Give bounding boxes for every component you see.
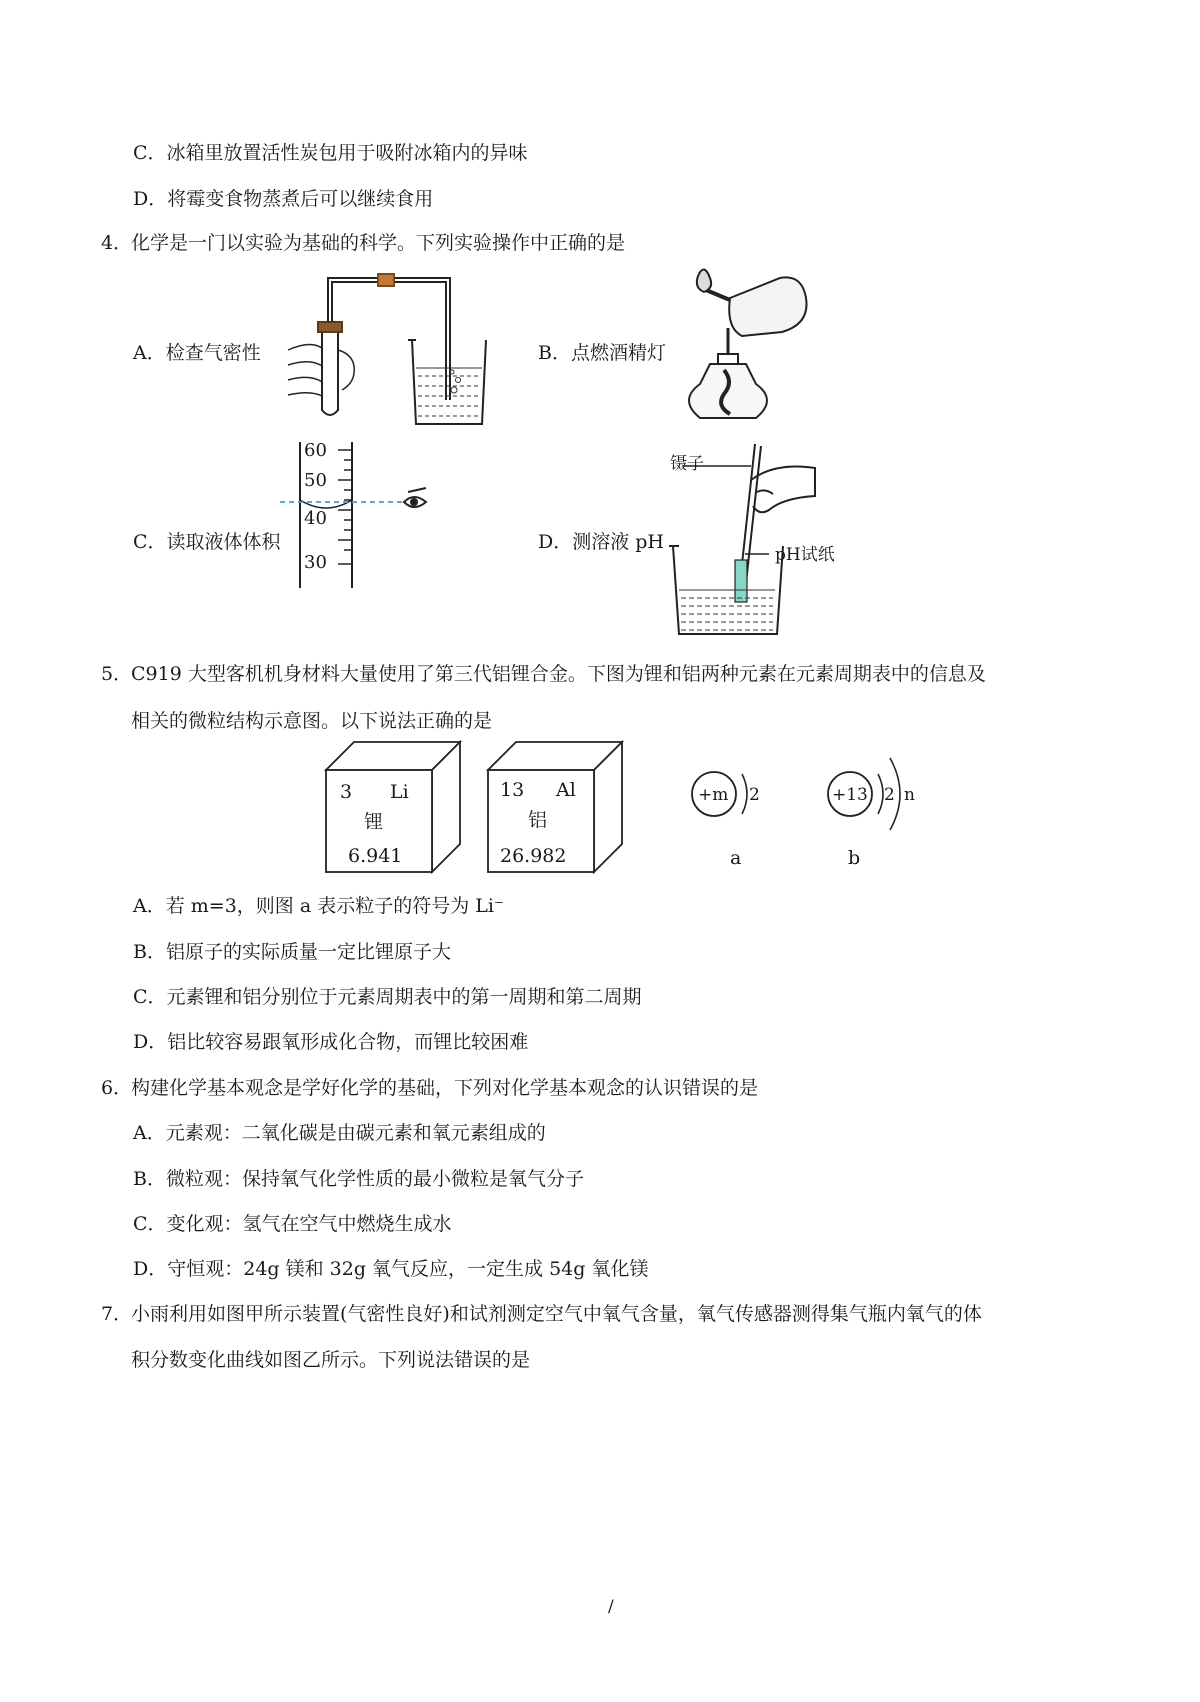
particle-a-shell1: 2 (749, 785, 760, 805)
particle-a-diagram (688, 764, 798, 874)
q6-option-b: B．微粒观：保持氧气化学性质的最小微粒是氧气分子 (133, 1168, 584, 1190)
particle-b-nucleus: +13 (832, 785, 868, 805)
airtightness-apparatus (270, 270, 490, 430)
li-symbol: Li (390, 781, 409, 803)
q4-stem: 化学是一门以实验为基础的科学。下列实验操作中正确的是 (131, 232, 626, 254)
li-atomic-number: 3 (340, 781, 353, 803)
q4-number: 4． (101, 232, 133, 254)
q4-option-c: C．读取液体体积 (133, 531, 281, 553)
q3-option-c: C．冰箱里放置活性炭包用于吸附冰箱内的异味 (133, 142, 528, 164)
q5-option-b: B．铝原子的实际质量一定比锂原子大 (133, 941, 451, 963)
particle-a-nucleus: +m (698, 785, 729, 805)
q4-option-d: D．测溶液 pH (538, 531, 665, 553)
li-atomic-mass: 6.941 (348, 845, 403, 867)
q4-option-b: B．点燃酒精灯 (538, 342, 666, 364)
graduated-cylinder-figure (280, 440, 450, 590)
particle-a-label: a (730, 847, 742, 869)
cylinder-tick-40: 40 (304, 508, 327, 529)
q5-option-a: A．若 m=3，则图 a 表示粒子的符号为 Li⁻ (133, 895, 504, 917)
lithium-element-card (324, 740, 464, 875)
aluminium-element-card (486, 740, 626, 875)
q7-stem-line1: 小雨利用如图甲所示装置(气密性良好)和试剂测定空气中氧气含量，氧气传感器测得集气瓶内氧气的体 (131, 1303, 982, 1325)
q6-number: 6． (101, 1077, 133, 1099)
particle-b-shell1: 2 (884, 785, 895, 805)
q4-option-a: A．检查气密性 (133, 342, 261, 364)
cylinder-tick-60: 60 (304, 440, 327, 461)
tweezers-label: 镊子 (670, 454, 704, 474)
q5-option-d: D．铝比较容易跟氧形成化合物，而锂比较困难 (133, 1031, 529, 1053)
q7-number: 7． (101, 1303, 133, 1325)
q5-stem-line2: 相关的微粒结构示意图。以下说法正确的是 (131, 710, 493, 732)
li-name: 锂 (364, 811, 384, 833)
particle-b-shell2: n (904, 785, 915, 805)
q5-option-c: C．元素锂和铝分别位于元素周期表中的第一周期和第二周期 (133, 986, 642, 1008)
cylinder-tick-50: 50 (304, 470, 327, 491)
q6-option-a: A．元素观：二氧化碳是由碳元素和氧元素组成的 (133, 1122, 546, 1144)
q7-stem-line2: 积分数变化曲线如图乙所示。下列说法错误的是 (131, 1349, 531, 1371)
q6-option-d: D．守恒观：24g 镁和 32g 氧气反应，一定生成 54g 氧化镁 (133, 1258, 649, 1280)
al-symbol: Al (556, 779, 576, 801)
particle-b-diagram (818, 748, 928, 874)
page-mark: / (608, 1597, 614, 1617)
q5-number: 5． (101, 663, 133, 685)
ph-paper-label: pH试纸 (775, 545, 835, 565)
cylinder-tick-30: 30 (304, 552, 327, 573)
q6-option-c: C．变化观：氢气在空气中燃烧生成水 (133, 1213, 452, 1235)
q3-option-d: D．将霉变食物蒸煮后可以继续食用 (133, 188, 434, 210)
al-atomic-mass: 26.982 (500, 845, 567, 867)
particle-b-label: b (848, 847, 861, 869)
alcohol-lamp-figure (670, 258, 820, 428)
al-atomic-number: 13 (500, 779, 525, 801)
al-name: 铝 (528, 809, 548, 831)
q6-stem: 构建化学基本观念是学好化学的基础，下列对化学基本观念的认识错误的是 (131, 1077, 759, 1099)
q5-stem-line1: C919 大型客机机身材料大量使用了第三代铝锂合金。下图为锂和铝两种元素在元素周期表中的信息及 (131, 663, 986, 685)
